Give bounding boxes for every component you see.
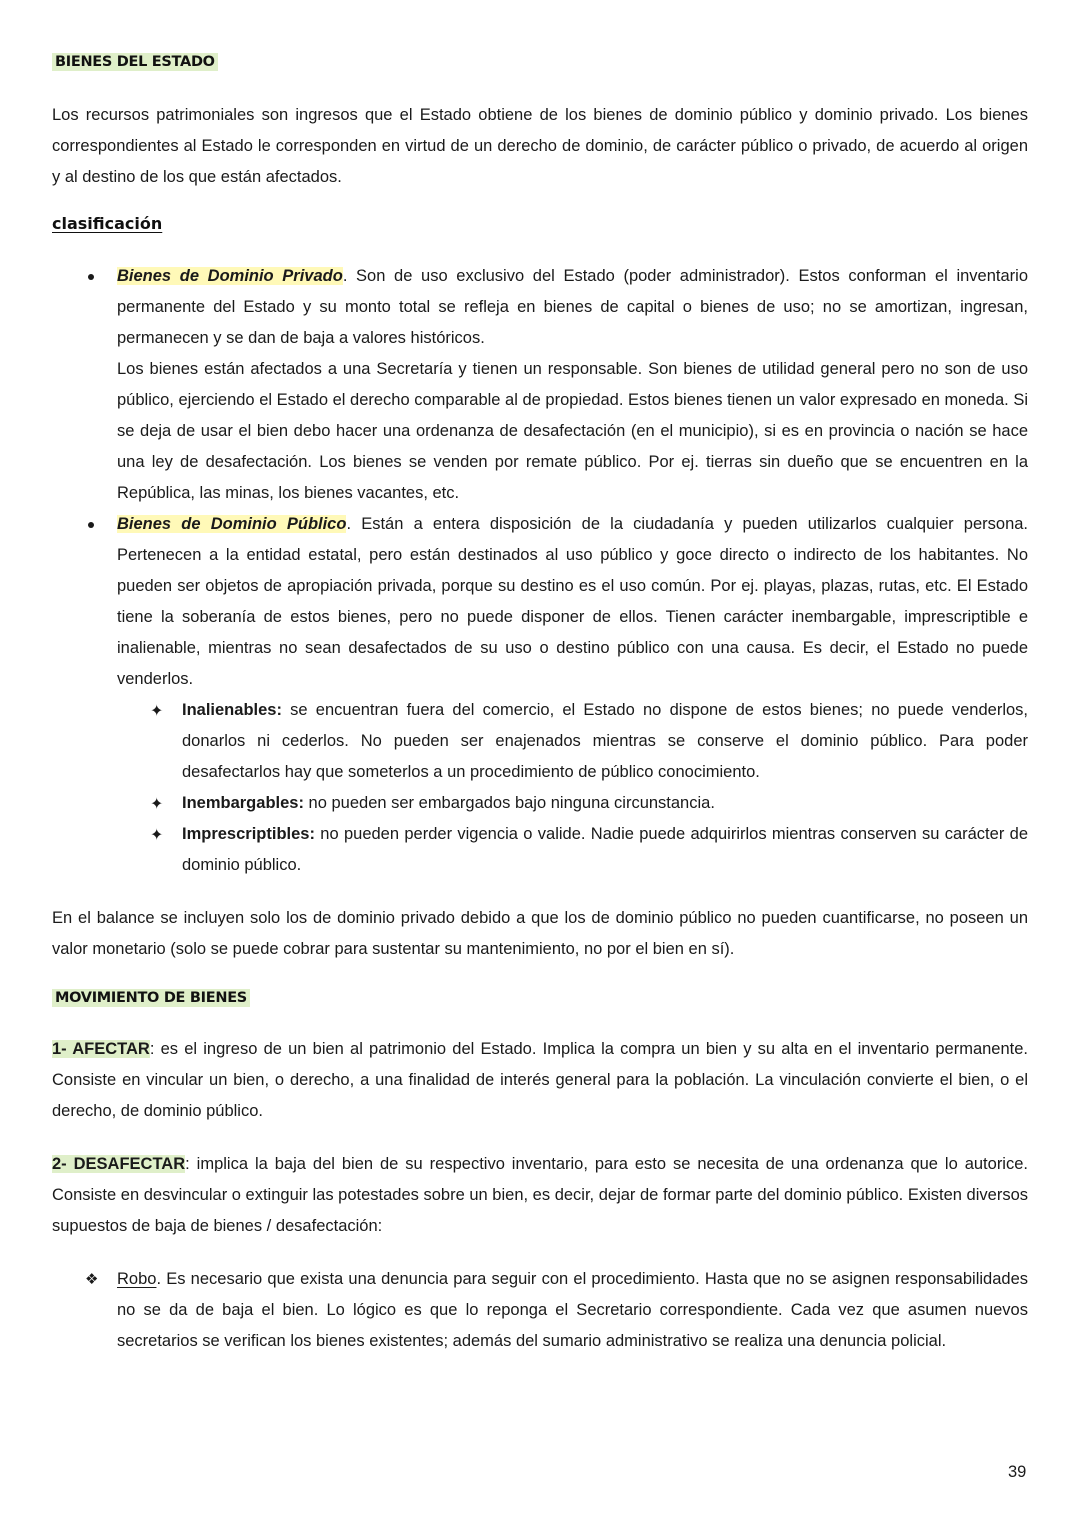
afectar-text: : es el ingreso de un bien al patrimonio del Estado. Implica la compra un bien y su alta en el inventario permanente. Consiste en vincular un bien, o derecho, a una finalidad de interés general para la población. La vinculación convierte el bien, o el derecho, de dominio público. xyxy=(52,1040,1028,1120)
caracteres-list xyxy=(52,695,1028,881)
diamond-bullet-icon: ❖ xyxy=(85,1270,99,1288)
heading-highlight: BIENES DEL ESTADO xyxy=(52,53,218,71)
dominio-publico-text: . Están a entera disposición de la ciudadanía y pueden utilizarlos cualquier persona. Pertenecen a la entidad estatal, pero están destinados al uso público y goce directo o indirecto de los habitantes. No pueden ser objetos de apropiación privada, porque su destino es el uso común. Por ej. playas, plazas, rutas, etc. El Estado tiene la soberanía de estos bienes, pero no puede disponer de ellos. Tienen carácter inembargable, imprescriptible e inalienable, mientras no sean desafectados de su uso o destino público con una causa. Es decir, el Estado no puede venderlos. xyxy=(117,515,1029,688)
robo-paragraph xyxy=(117,1264,1028,1357)
term-inembargables: Inembargables: xyxy=(182,794,304,812)
list-item-inalienables xyxy=(52,695,1028,788)
term-dominio-privado: Bienes de Dominio Privado xyxy=(117,267,343,285)
robo-text: . Es necesario que exista una denuncia para seguir con el procedimiento. Hasta que no se asignen responsabilidades no se da de baja el bien. Lo lógico es que lo reponga el Secretario correspondiente. Cada vez que asumen nuevos secretarios se verifican los bienes existentes; además del sumario administrativo se realiza una denuncia policial. xyxy=(117,1270,1028,1350)
four-point-star-icon: ✦ xyxy=(150,701,164,720)
afectar-paragraph xyxy=(52,1034,1028,1127)
term-imprescriptibles: Imprescriptibles: xyxy=(182,825,315,843)
inembargables-text: no pueden ser embargados bajo ninguna circunstancia. xyxy=(303,794,715,812)
dominio-publico-paragraph xyxy=(117,509,1028,695)
term-dominio-publico: Bienes de Dominio Público xyxy=(117,515,347,533)
inalienables-text: se encuentran fuera del comercio, el Estado no dispone de estos bienes; no puede venderlos, donarlos ni cederlos. No pueden ser enajenados mientras se conserve el dominio público. Para poder desafectarlos hay que someterlos a un procedimiento de público conocimiento. xyxy=(182,701,1028,781)
list-item-robo xyxy=(52,1264,1028,1357)
balance-paragraph: En el balance se incluyen solo los de dominio privado debido a que los de dominio público no pueden cuantificarse, no poseen un valor monetario (solo se puede cobrar para sustentar su mantenimiento, no por el bien en sí). xyxy=(52,909,1028,958)
intro-paragraph: Los recursos patrimoniales son ingresos que el Estado obtiene de los bienes de dominio público y dominio privado. Los bienes correspondientes al Estado le corresponden en virtud de un derecho de dominio, de carácter público o privado, de acuerdo al origen y al destino de los que están afectados. xyxy=(52,106,1028,186)
list-item-dominio-privado xyxy=(52,261,1028,509)
dominio-privado-paragraph xyxy=(117,261,1028,354)
heading-highlight: MOVIMIENTO DE BIENES xyxy=(52,989,250,1007)
dominio-privado-paragraph-2: Los bienes están afectados a una Secretaría y tienen un responsable. Son bienes de utilidad general pero no son de uso público, ejerciendo el Estado el derecho comparable al de propiedad. Estos bienes tienen un valor expresado en moneda. Si se deja de usar el bien debo hacer una ordenanza de desafectación (en el municipio), si es en provincia o nación se hace una ley de desafectación. Los bienes se venden por remate público. Por ej. tierras sin dueño que se encuentren en la República, las minas, los bienes vacantes, etc. xyxy=(117,360,1028,502)
bullet-icon xyxy=(88,274,94,280)
list-item-inembargables xyxy=(52,788,1028,819)
desafectar-paragraph xyxy=(52,1149,1028,1242)
document-page xyxy=(52,50,1028,1357)
dominio-privado-text: . Son de uso exclusivo del Estado (poder administrador). Estos conforman el inventario permanente del Estado y su monto total se refleja en bienes de capital o bienes de uso; no se amortizan, ingresan, permanecen y se dan de baja a valores históricos. xyxy=(117,267,1028,347)
term-afectar: 1- AFECTAR xyxy=(52,1040,150,1058)
term-inalienables: Inalienables: xyxy=(182,701,282,719)
list-item-imprescriptibles xyxy=(52,819,1028,881)
inembargables-paragraph xyxy=(182,788,1028,819)
term-desafectar: 2- DESAFECTAR xyxy=(52,1155,186,1173)
clasificacion-list xyxy=(52,261,1028,695)
list-item-dominio-publico xyxy=(52,509,1028,695)
page-number: 39 xyxy=(1008,1463,1027,1481)
section-heading-clasificacion xyxy=(52,214,1028,234)
inalienables-paragraph xyxy=(182,695,1028,788)
four-point-star-icon: ✦ xyxy=(150,825,164,844)
imprescriptibles-paragraph xyxy=(182,819,1028,881)
section-heading-movimiento xyxy=(52,989,1028,1007)
heading-underlined: clasificación xyxy=(52,214,163,233)
desafectar-text: : implica la baja del bien de su respectivo inventario, para esto se necesita de una ordenanza que lo autorice. Consiste en desvincular o extinguir las potestades sobre un bien, es decir, dejar de formar parte del dominio público. Existen diversos supuestos de baja de bienes / desafectación: xyxy=(52,1155,1028,1235)
bullet-icon xyxy=(88,522,94,528)
four-point-star-icon: ✦ xyxy=(150,794,164,813)
section-heading-bienes-del-estado xyxy=(52,53,1028,71)
term-robo: Robo xyxy=(117,1270,157,1288)
imprescriptibles-text: no pueden perder vigencia o valide. Nadie puede adquirirlos mientras conserven su carácter de dominio público. xyxy=(182,825,1028,874)
